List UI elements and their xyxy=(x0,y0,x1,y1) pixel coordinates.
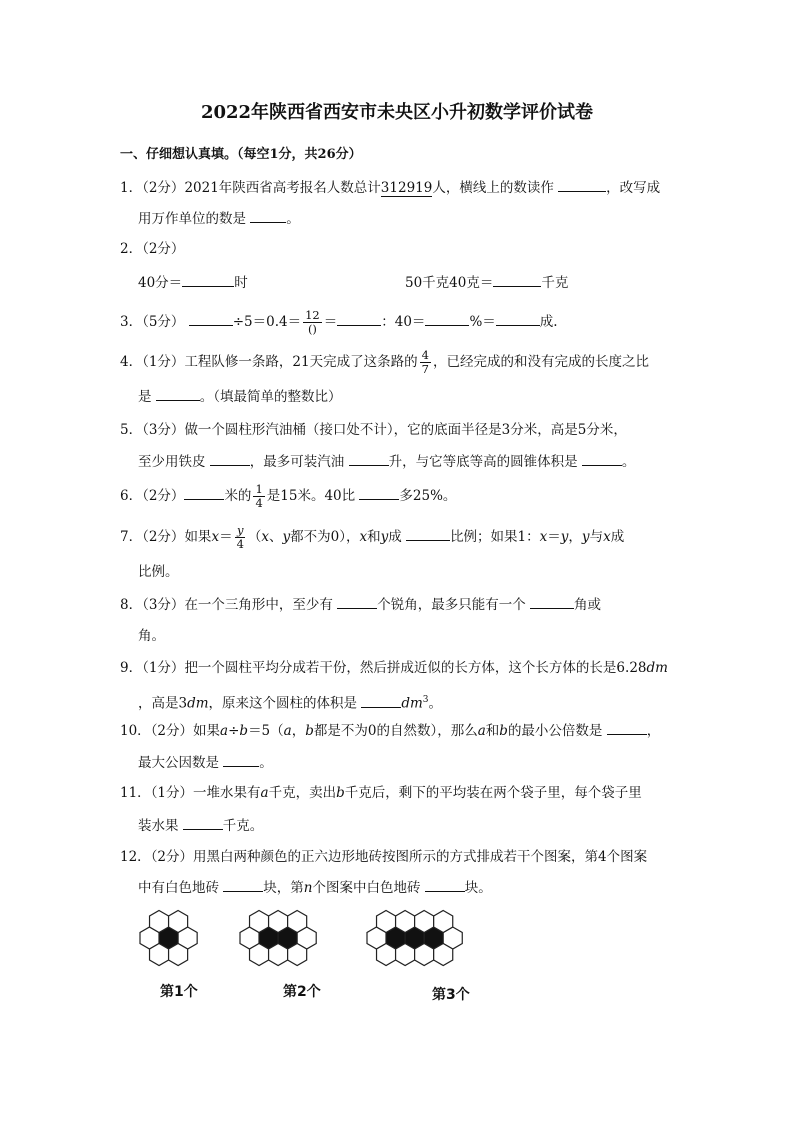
question-text: ， xyxy=(291,723,306,739)
variable-a: a xyxy=(220,723,229,739)
question-text: ＝ xyxy=(219,529,233,545)
question-text: ，高是3 xyxy=(138,695,188,712)
page-title: 2022年陕西省西安市未央区小升初数学评价试卷 xyxy=(200,102,594,123)
white-hexagon-tile xyxy=(377,944,396,966)
white-hexagon-tile xyxy=(269,911,288,933)
answer-blank[interactable] xyxy=(361,693,401,708)
answer-blank[interactable] xyxy=(184,485,224,500)
answer-blank[interactable] xyxy=(183,815,223,830)
question-text: 升，与它等底等高的圆锥体积是 xyxy=(388,454,578,470)
variable-y: y xyxy=(581,529,590,545)
question-11-line-1 xyxy=(120,783,642,803)
question-text: 一堆水果有 xyxy=(193,785,261,801)
variable-y: y xyxy=(282,529,291,545)
question-text: 块，第 xyxy=(263,880,304,896)
figure-caption-2: 第2个 xyxy=(283,984,321,1000)
question-number: 10． xyxy=(120,723,151,739)
variable-b: b xyxy=(239,723,249,739)
answer-blank[interactable] xyxy=(250,208,286,223)
white-hexagon-tile xyxy=(434,911,453,933)
section-heading: 一、仔细想认真填。（每空1分，共26分） xyxy=(120,147,362,162)
question-text: 比例；如果1： xyxy=(450,529,540,545)
question-text: 人，横线上的数读作 xyxy=(432,180,554,196)
fraction: $\frac{y}{4}$ xyxy=(236,523,244,551)
question-text: 。 xyxy=(621,454,636,470)
question-text: 。（填最简单的整数比） xyxy=(199,389,342,405)
question-12-line-2 xyxy=(138,877,492,898)
answer-blank[interactable] xyxy=(530,594,574,609)
question-text: 在一个三角形中，至少有 xyxy=(184,597,333,613)
question-score: （1分） xyxy=(142,354,185,370)
question-text: ＝ xyxy=(323,314,338,330)
question-text: 把一个圆柱平均分成若干份，然后拼成近似的长方体，这个长方体的长是6.28 xyxy=(184,660,647,676)
question-number: 9． xyxy=(120,660,143,676)
fraction: $\frac{12}{()}$ xyxy=(305,308,320,336)
answer-blank[interactable] xyxy=(182,272,234,287)
question-text: 用万作单位的数是 xyxy=(138,211,246,227)
variable-x: x xyxy=(539,529,548,545)
answer-blank[interactable] xyxy=(425,877,465,892)
question-text: 是 xyxy=(138,389,152,405)
question-score: （2分） xyxy=(142,180,185,196)
question-text: 工程队修一条路，21天完成了这条路的 xyxy=(184,354,418,370)
question-score: （2分） xyxy=(142,529,185,545)
question-text: 如果 xyxy=(184,529,212,545)
question-score: （2分） xyxy=(150,723,194,739)
variable-b: b xyxy=(305,723,314,739)
white-hexagon-tile xyxy=(169,944,188,966)
question-10-line-2 xyxy=(138,752,273,773)
underlined-number: 312919 xyxy=(380,180,433,196)
question-8-line-1 xyxy=(120,594,601,615)
question-text: ， xyxy=(568,529,582,545)
unit-dm: dm xyxy=(187,695,209,712)
question-text: ，原来这个圆柱的体积是 xyxy=(208,695,358,712)
question-number: 2． xyxy=(120,241,143,257)
figure-caption-3: 第3个 xyxy=(432,987,470,1003)
question-text: ＝ xyxy=(547,529,561,545)
question-5-line-1 xyxy=(120,420,627,440)
question-text: 50千克40克＝ xyxy=(405,275,494,291)
variable-x: x xyxy=(603,529,611,545)
question-text: 、 xyxy=(269,529,283,545)
white-hexagon-tile xyxy=(396,911,415,933)
question-score: （1分） xyxy=(150,785,194,801)
white-hexagon-tile xyxy=(288,911,307,933)
question-text: 个锐角，最多只能有一个 xyxy=(377,597,526,613)
white-hexagon-tile xyxy=(288,944,307,966)
variable-a: a xyxy=(260,785,269,801)
question-12-line-1 xyxy=(120,847,647,867)
question-text: 和 xyxy=(485,723,500,739)
question-8-line-2 xyxy=(138,626,165,646)
question-text: 都是不为0的自然数），那么 xyxy=(313,723,478,739)
answer-blank[interactable] xyxy=(558,177,606,192)
variable-y: y xyxy=(380,529,389,545)
question-text: 用黑白两种颜色的正六边形地砖按图所示的方式排成若干个图案，第4个图案 xyxy=(193,849,648,865)
question-text: ， xyxy=(646,723,661,739)
question-text: ，已经完成的和没有完成的长度之比 xyxy=(432,354,649,370)
variable-x: x xyxy=(261,529,270,545)
question-text: 最大公因数是 xyxy=(138,755,219,771)
variable-y: y xyxy=(560,529,569,545)
variable-x: x xyxy=(211,529,220,545)
answer-blank[interactable] xyxy=(337,594,377,609)
question-text: 。 xyxy=(259,755,273,771)
white-hexagon-tile xyxy=(150,944,169,966)
question-11-line-2 xyxy=(138,815,263,836)
question-1-line-2 xyxy=(138,208,300,229)
question-4-line-1 xyxy=(120,348,649,376)
answer-blank[interactable] xyxy=(210,451,250,466)
question-2-line-1 xyxy=(120,239,184,259)
question-text: %＝ xyxy=(469,314,496,330)
question-text: 中有白色地砖 xyxy=(138,880,219,896)
question-text: ＝5（ xyxy=(248,723,284,739)
unit-dm: dm xyxy=(401,695,423,712)
answer-blank[interactable] xyxy=(359,485,399,500)
answer-blank[interactable] xyxy=(496,311,540,326)
white-hexagon-tile xyxy=(150,911,169,933)
white-hexagon-tile xyxy=(434,944,453,966)
question-text: ÷5＝0.4＝ xyxy=(232,314,302,330)
question-text: 比例。 xyxy=(138,564,179,580)
unit-dm: dm xyxy=(646,660,668,676)
question-number: 7． xyxy=(120,529,143,545)
question-text: 角或 xyxy=(574,597,602,613)
question-4-line-2 xyxy=(138,386,342,407)
question-text: 成. xyxy=(539,314,558,330)
question-score: （3分） xyxy=(142,422,185,438)
question-number: 4． xyxy=(120,354,143,370)
question-text: ，最多可装汽油 xyxy=(249,454,345,470)
white-hexagon-tile xyxy=(396,944,415,966)
answer-blank[interactable] xyxy=(493,272,541,287)
white-hexagon-tile xyxy=(269,944,288,966)
question-text: 是15米。40比 xyxy=(266,488,356,504)
white-hexagon-tile xyxy=(250,911,269,933)
question-text: 块。 xyxy=(464,880,492,896)
question-text: 和 xyxy=(367,529,381,545)
white-hexagon-tile xyxy=(415,911,434,933)
answer-blank[interactable] xyxy=(406,526,450,541)
answer-blank[interactable] xyxy=(607,720,647,735)
question-number: 8． xyxy=(120,597,143,613)
question-9-line-1 xyxy=(120,658,668,678)
answer-blank[interactable] xyxy=(223,752,259,767)
question-score: （1分） xyxy=(142,660,185,676)
question-text: 成 xyxy=(610,529,625,545)
white-hexagon-tile xyxy=(169,911,188,933)
superscript: 3 xyxy=(422,695,429,705)
question-text: 做一个圆柱形汽油桶（接口处不计），它的底面半径是3分米，高是5分米， xyxy=(184,422,627,438)
question-text: 时 xyxy=(234,275,248,291)
question-text: （ xyxy=(247,529,262,545)
question-number: 6． xyxy=(120,488,143,504)
fraction: $\frac{4}{7}$ xyxy=(421,348,429,376)
answer-blank[interactable] xyxy=(189,311,233,326)
question-text: 角。 xyxy=(138,628,165,644)
answer-blank[interactable] xyxy=(223,877,263,892)
answer-blank[interactable] xyxy=(582,451,622,466)
question-text: 千克。 xyxy=(222,818,264,834)
question-text: 个图案中白色地砖 xyxy=(312,880,421,896)
question-2-right xyxy=(405,272,568,293)
question-5-line-2 xyxy=(138,451,635,472)
question-text: 千克后，剩下的平均装在两个袋子里，每个袋子里 xyxy=(344,785,642,801)
question-number: 1． xyxy=(120,180,143,196)
question-1-line-1 xyxy=(120,177,660,198)
question-text: 千克，卖出 xyxy=(268,785,337,801)
question-text: 的最小公倍数是 xyxy=(507,723,603,739)
question-text: 40分＝ xyxy=(138,275,183,291)
variable-a: a xyxy=(477,723,486,739)
question-text: 。 xyxy=(428,695,443,712)
question-score: （2分） xyxy=(142,241,185,257)
answer-blank[interactable] xyxy=(349,451,389,466)
question-score: （5分） xyxy=(142,314,185,330)
question-7-line-2 xyxy=(138,562,179,582)
question-9-line-2 xyxy=(138,690,442,714)
question-text: ，改写成 xyxy=(606,180,661,196)
question-number: 11． xyxy=(120,785,151,801)
white-hexagon-tile xyxy=(377,911,396,933)
question-text: 装水果 xyxy=(138,818,179,834)
question-text: 米的 xyxy=(224,488,252,504)
variable-b: b xyxy=(336,785,345,801)
answer-blank[interactable] xyxy=(425,311,469,326)
question-score: （2分） xyxy=(150,849,194,865)
variable-x: x xyxy=(359,529,368,545)
question-text: 与 xyxy=(589,529,604,545)
question-text: 都不为0）， xyxy=(290,529,360,545)
question-10-line-1 xyxy=(120,720,660,741)
question-score: （2分） xyxy=(142,488,185,504)
question-text: 成 xyxy=(388,529,402,545)
white-hexagon-tile xyxy=(415,944,434,966)
question-text: 千克 xyxy=(541,275,569,291)
question-text: 至少用铁皮 xyxy=(138,454,206,470)
question-text: 。 xyxy=(286,211,300,227)
question-text: ÷ xyxy=(228,723,240,739)
question-text: ：40＝ xyxy=(381,314,426,330)
question-number: 3． xyxy=(120,314,143,330)
question-number: 12． xyxy=(120,849,151,865)
variable-a: a xyxy=(283,723,292,739)
question-number: 5． xyxy=(120,422,143,438)
question-text: 如果 xyxy=(193,723,221,739)
question-text: 多25%。 xyxy=(399,488,457,504)
figure-caption-1: 第1个 xyxy=(160,984,198,1000)
question-7-line-1 xyxy=(120,523,624,551)
question-2-left xyxy=(138,272,248,293)
white-hexagon-tile xyxy=(250,944,269,966)
fraction: $\frac{1}{4}$ xyxy=(255,482,263,510)
answer-blank[interactable] xyxy=(156,386,200,401)
variable-b: b xyxy=(499,723,508,739)
variable-n: n xyxy=(303,880,313,896)
question-3 xyxy=(120,308,558,336)
question-text: 2021年陕西省高考报名人数总计 xyxy=(184,180,381,196)
answer-blank[interactable] xyxy=(337,311,381,326)
question-6 xyxy=(120,482,456,510)
question-score: （3分） xyxy=(142,597,185,613)
